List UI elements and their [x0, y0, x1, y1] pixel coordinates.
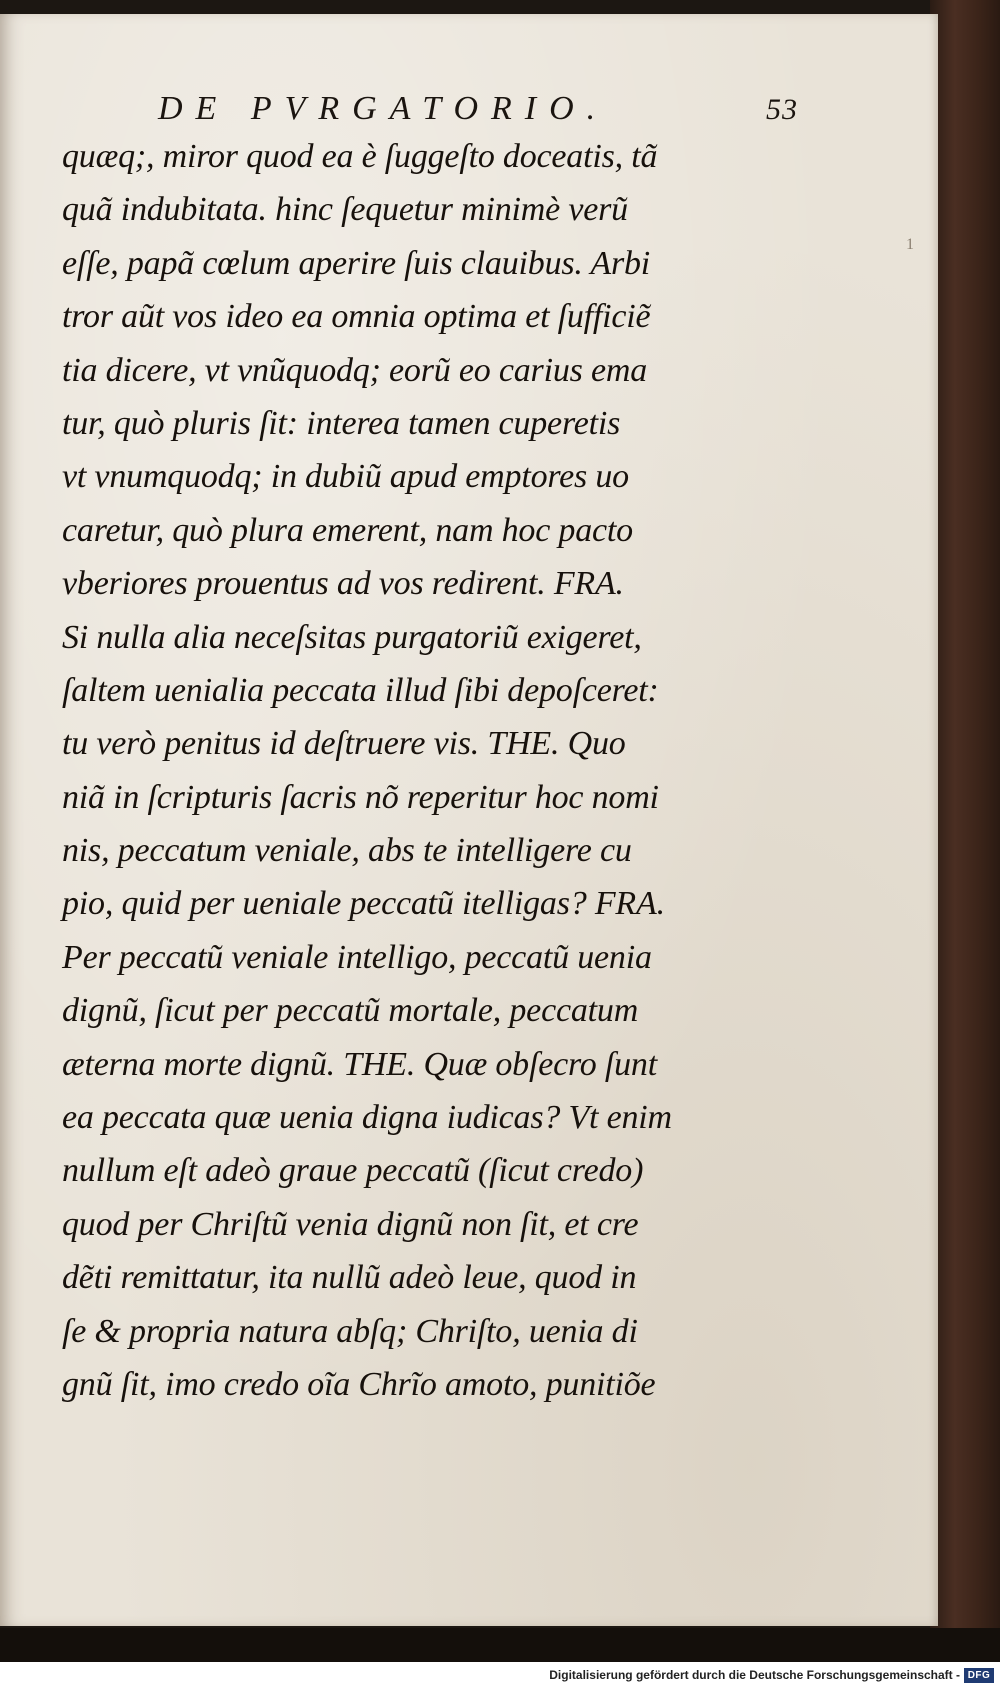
text-line: ſaltem uenialia peccata illud ſibi depoſceret:	[62, 671, 659, 709]
text-block	[62, 130, 792, 1411]
text-line: æterna morte dignũ. THE. Quæ obſecro ſunt	[62, 1045, 657, 1083]
text-line: gnũ ſit, imo credo oĩa Chrĩo amoto, punitiõe	[62, 1365, 656, 1403]
text-line: tror aũt vos ideo ea omnia optima et ſufficiẽ	[62, 298, 651, 336]
scan-background	[0, 1628, 1000, 1662]
text-line: quæq;, miror quod ea è ſuggeſto doceatis, tã	[62, 138, 658, 175]
text-line: vberiores prouentus ad vos redirent. FRA.	[62, 565, 624, 603]
text-line: ea peccata quæ uenia digna iudicas? Vt enim	[62, 1099, 672, 1137]
footer-bar	[0, 1662, 1000, 1690]
text-line: dẽti remittatur, ita nullũ adeò leue, quod in	[62, 1259, 637, 1297]
page-number: 53	[766, 93, 798, 126]
text-line: ſe & propria natura abſq; Chriſto, uenia di	[62, 1312, 638, 1350]
text-line: vt vnumquodq; in dubiũ apud emptores uo	[62, 458, 629, 496]
text-line: niã in ſcripturis ſacris nõ reperitur hoc nomi	[62, 778, 659, 816]
text-line: Per peccatũ veniale intelligo, peccatũ uenia	[62, 938, 652, 976]
book-page	[0, 14, 938, 1626]
funding-credit: Digitalisierung gefördert durch die Deutsche Forschungsgemeinschaft -	[549, 1668, 960, 1682]
text-line: nis, peccatum veniale, abs te intelligere cu	[62, 832, 632, 870]
text-line: tur, quò pluris ſit: interea tamen cuperetis	[62, 404, 621, 442]
running-title: DE PVRGATORIO.	[158, 90, 609, 127]
text-line: pio, quid per ueniale peccatũ itelligas? FRA.	[62, 885, 665, 923]
text-line: tia dicere, vt vnũquodq; eorũ eo carius ema	[62, 351, 647, 389]
running-head	[158, 90, 798, 128]
text-line: quod per Chriſtũ venia dignũ non ſit, et cre	[62, 1205, 639, 1243]
text-line: dignũ, ſicut per peccatũ mortale, peccatum	[62, 992, 639, 1030]
dfg-logo-icon: DFG	[964, 1668, 994, 1683]
margin-mark: 1	[906, 236, 914, 253]
text-line: quã indubitata. hinc ſequetur minimè verũ	[62, 191, 628, 229]
text-line: caretur, quò plura emerent, nam hoc pacto	[62, 511, 633, 549]
text-line: eſſe, papã cœlum aperire ſuis clauibus. Arbi	[62, 244, 651, 282]
text-line: Si nulla alia neceſsitas purgatoriũ exigeret,	[62, 618, 642, 656]
book-edge	[930, 0, 1000, 1690]
text-line: tu verò penitus id deſtruere vis. THE. Quo	[62, 725, 626, 763]
text-line: nullum eſt adeò graue peccatũ (ſicut credo)	[62, 1152, 644, 1190]
